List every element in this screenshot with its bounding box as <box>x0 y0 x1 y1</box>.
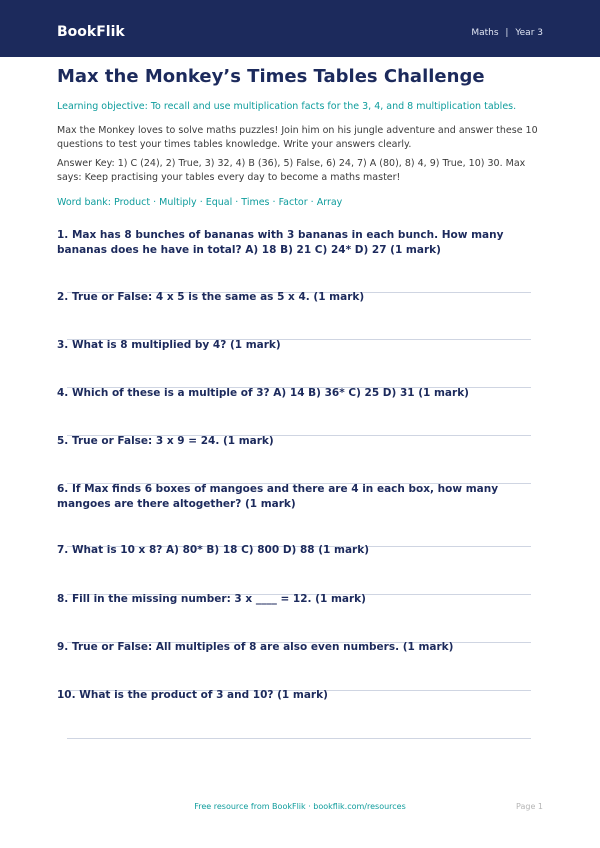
learning-objective: Learning objective: To recall and use multiplication facts for the 3, 4, and 8 multiplication tables. <box>57 101 517 112</box>
brand-logo: BookFlik <box>57 24 125 40</box>
question-6: 6. If Max finds 6 boxes of mangoes and there are 4 in each box, how many mangoes are there altogether? (1 mark) <box>57 483 499 510</box>
question-5: 5. True or False: 3 x 9 = 24. (1 mark) <box>57 435 274 447</box>
question-4: 4. Which of these is a multiple of 3? A) 14 B) 36* C) 25 D) 31 (1 mark) <box>57 387 469 399</box>
intro-paragraph: Max the Monkey loves to solve maths puzzles! Join him on his jungle adventure and answer these 10 questions to test your times tables knowledge. Write your answers clearly. <box>57 125 538 150</box>
worksheet-title: Max the Monkey’s Times Tables Challenge <box>57 66 485 87</box>
word-bank: Word bank: Product · Multiply · Equal · Times · Factor · Array <box>57 197 343 208</box>
question-9: 9. True or False: All multiples of 8 are also even numbers. (1 mark) <box>57 641 454 653</box>
year-label: Year 3 <box>515 28 543 38</box>
question-10: 10. What is the product of 3 and 10? (1 mark) <box>57 689 328 701</box>
worksheet-intro <box>57 66 543 208</box>
answer-line-10[interactable] <box>67 738 531 739</box>
answer-key: Answer Key: 1) C (24), 2) True, 3) 32, 4) B (36), 5) False, 6) 24, 7) A (80), 8) 4, 9) True, 10) 30. Max says: Keep practising your tables every day to become a maths master! <box>57 158 526 183</box>
subject-label: Maths <box>471 28 499 38</box>
page-number: Page 1 <box>516 802 543 811</box>
footer-text: Free resource from BookFlik · bookflik.com/resources <box>194 802 406 811</box>
header-bar <box>0 0 600 57</box>
separator: | <box>505 28 509 38</box>
question-1: 1. Max has 8 bunches of bananas with 3 bananas in each bunch. How many bananas does he have in total? A) 18 B) 21 C) 24* D) 27 (1 mark) <box>57 229 504 256</box>
question-7: 7. What is 10 x 8? A) 80* B) 18 C) 800 D) 88 (1 mark) <box>57 544 370 556</box>
question-8: 8. Fill in the missing number: 3 x ____ = 12. (1 mark) <box>57 593 366 605</box>
subject-year-label <box>471 28 543 38</box>
question-3: 3. What is 8 multiplied by 4? (1 mark) <box>57 339 281 351</box>
question-2: 2. True or False: 4 x 5 is the same as 5 x 4. (1 mark) <box>57 291 365 303</box>
